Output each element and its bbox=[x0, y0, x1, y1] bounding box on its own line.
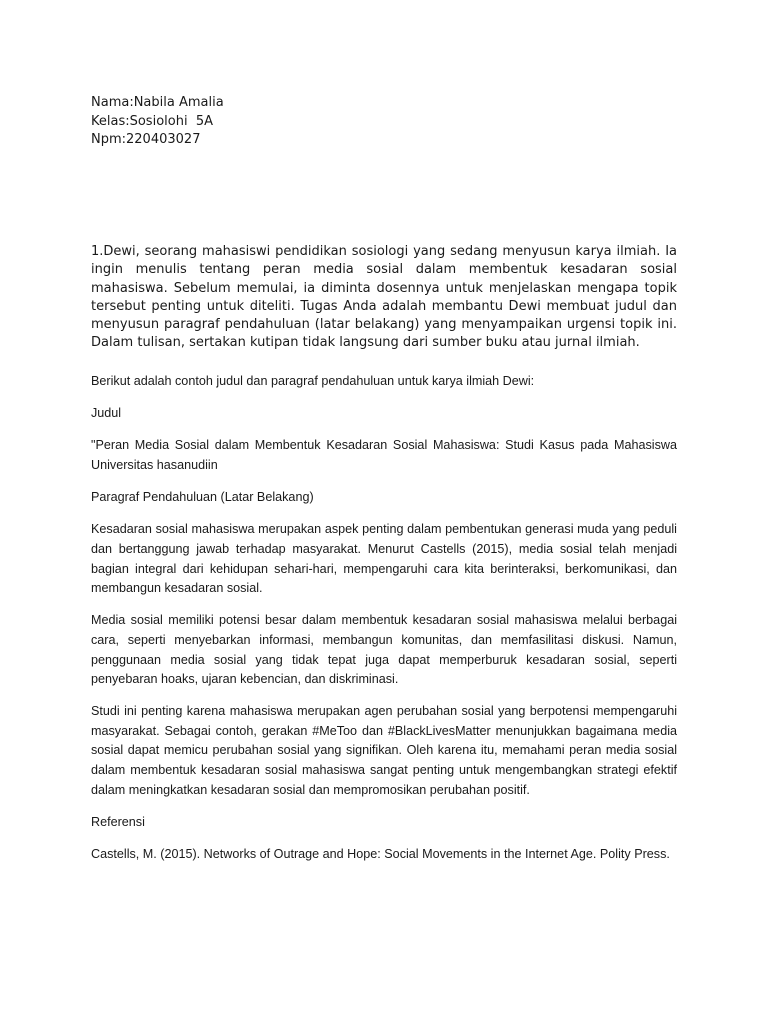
background-paragraph-2: Media sosial memiliki potensi besar dalam membentuk kesadaran sosial mahasiswa melalui berbagai cara, seperti menyebarkan informasi, membangun komunitas, dan memfasilitasi diskusi. Namun, penggunaan media sosial yang tidak tepat juga dapat memperburuk kesadaran sosial, seperti penyebaran hoaks, ujaran kebencian, dan diskriminasi. bbox=[91, 613, 677, 687]
student-name: Nama:Nabila Amalia bbox=[91, 95, 224, 110]
title-text: "Peran Media Sosial dalam Membentuk Kesadaran Sosial Mahasiswa: Studi Kasus pada Mahasiswa Universitas hasanudiin bbox=[91, 438, 677, 472]
answer-intro: Berikut adalah contoh judul dan paragraf pendahuluan untuk karya ilmiah Dewi: bbox=[91, 374, 535, 388]
background-paragraph-1: Kesadaran sosial mahasiswa merupakan aspek penting dalam pembentukan generasi muda yang peduli dan bertanggung jawab terhadap masyarakat. Menurut Castells (2015), media sosial telah menjadi bagian integral dari kehidupan sehari-hari, mempengaruhi cara kita berinteraksi, berkomunikasi, dan membangun kesadaran sosial. bbox=[91, 522, 677, 596]
question-text: 1.Dewi, seorang mahasiswi pendidikan sosiologi yang sedang menyusun karya ilmiah. Ia ingin menulis tentang peran media sosial dalam membentuk kesadaran sosial mahasiswa. Sebelum memulai, ia diminta dosennya untuk menjelaskan mengapa topik tersebut penting untuk diteliti. Tugas Anda adalah membantu Dewi membuat judul dan menyusun paragraf pendahuluan (latar belakang) yang menyampaikan urgensi topik ini. Dalam tulisan, sertakan kutipan tidak langsung dari sumber buku atau jurnal ilmiah. bbox=[91, 244, 677, 351]
student-info bbox=[91, 94, 224, 150]
background-paragraph-3: Studi ini penting karena mahasiswa merupakan agen perubahan sosial yang berpotensi mempengaruhi masyarakat. Sebagai contoh, gerakan #MeToo dan #BlackLivesMatter menunjukkan bagaimana media sosial dapat memicu perubahan sosial yang signifikan. Oleh karena itu, memahami peran media sosial dalam membentuk kesadaran sosial mahasiswa sangat penting untuk mengembangkan strategi efektif dalam meningkatkan kesadaran sosial dan mempromosikan perubahan positif. bbox=[91, 704, 677, 797]
answer-section bbox=[91, 372, 677, 877]
reference-item: Castells, M. (2015). Networks of Outrage and Hope: Social Movements in the Internet Age. Polity Press. bbox=[91, 847, 670, 862]
student-class: Kelas:Sosiolohi 5A bbox=[91, 113, 213, 129]
title-heading: Judul bbox=[91, 406, 122, 421]
background-heading: Paragraf Pendahuluan (Latar Belakang) bbox=[91, 490, 314, 505]
references-heading: Referensi bbox=[91, 814, 145, 829]
student-npm: Npm:220403027 bbox=[91, 132, 201, 147]
